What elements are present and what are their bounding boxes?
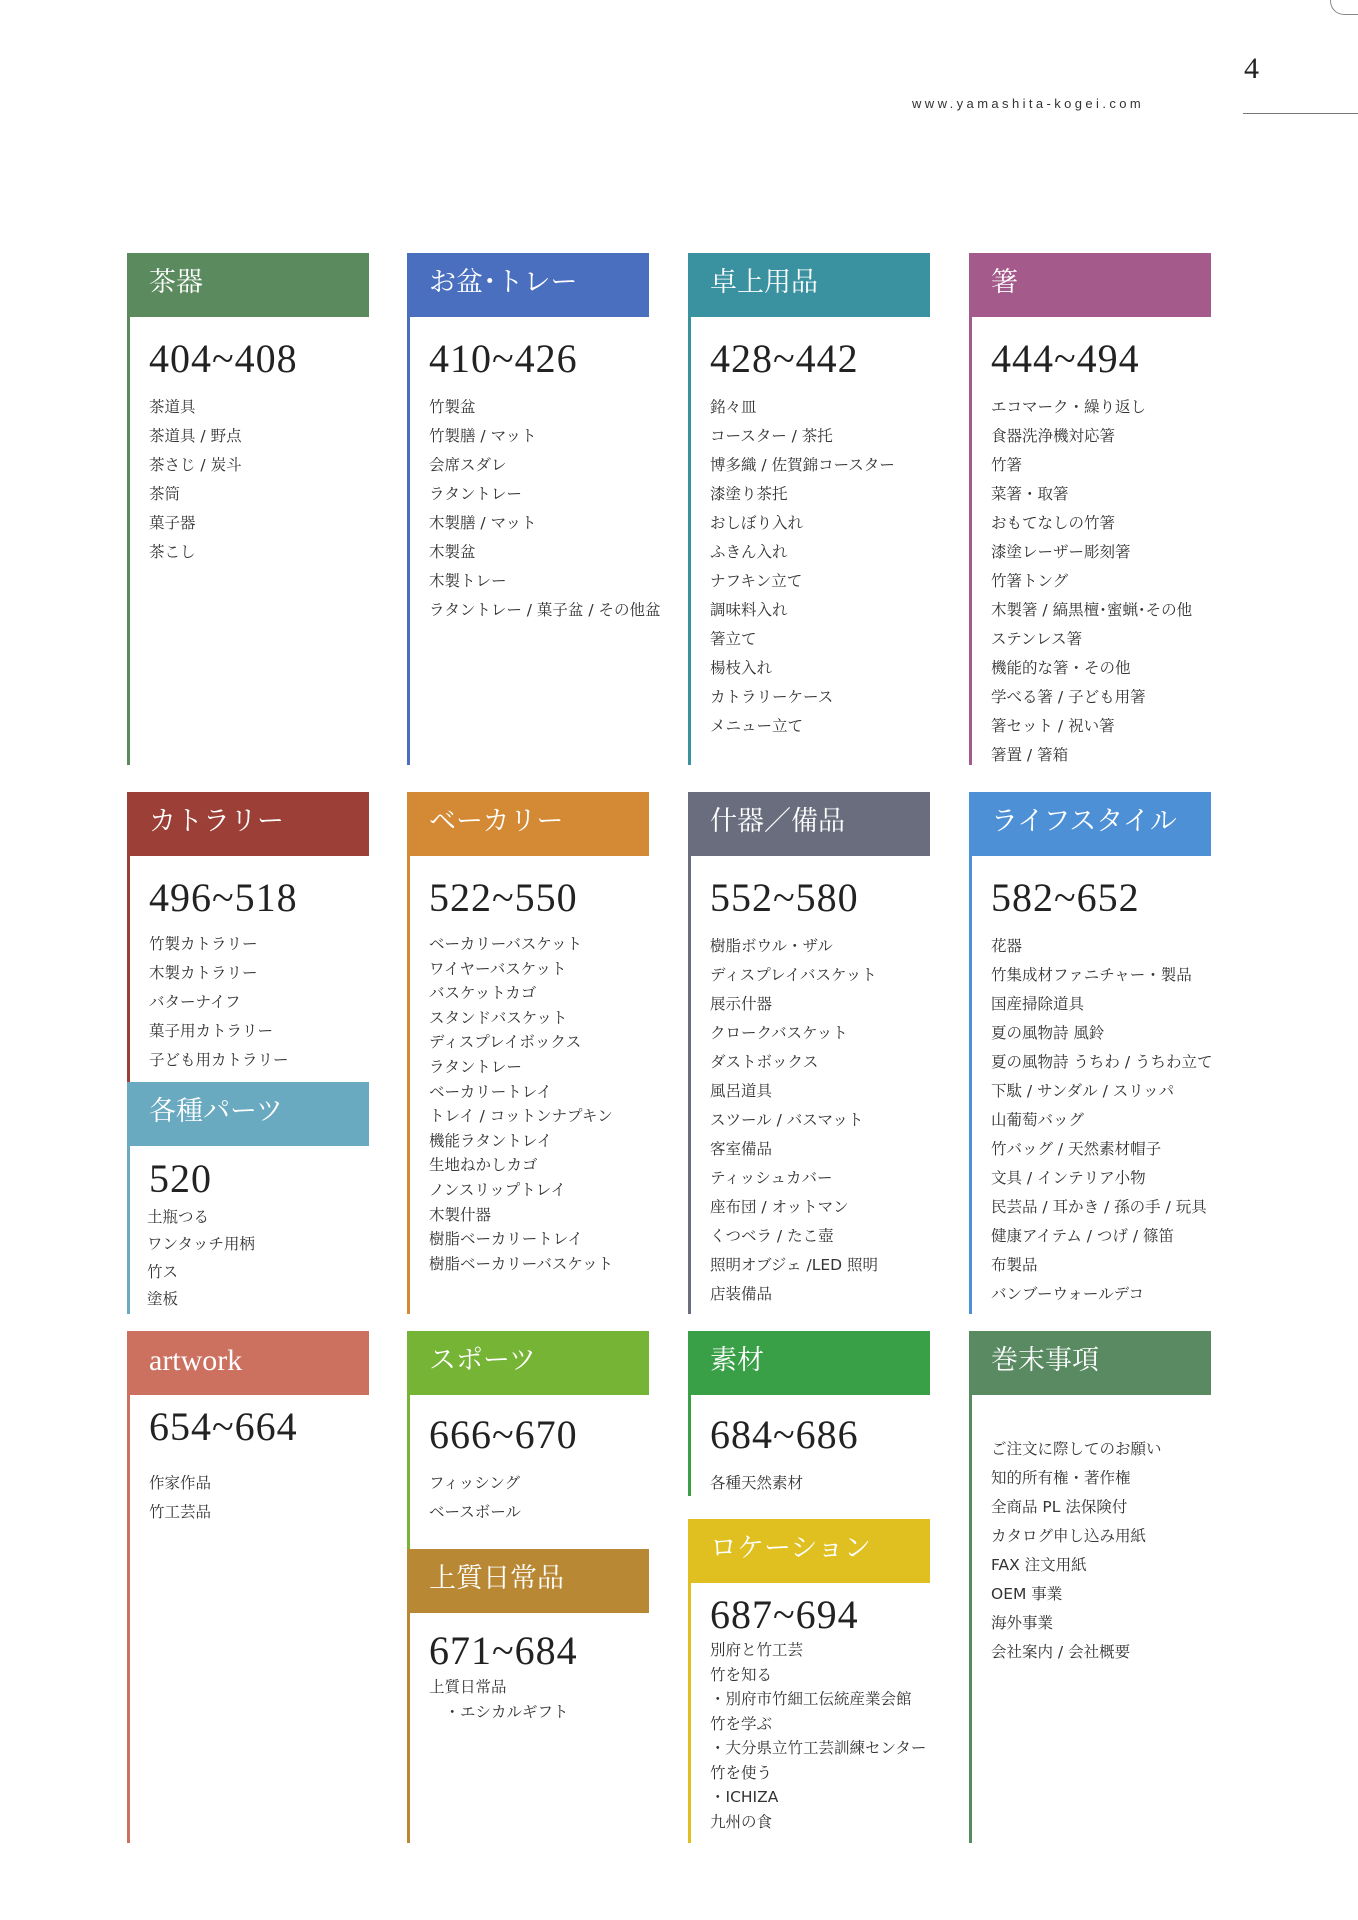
list-item: ノンスリップトレイ bbox=[429, 1180, 567, 1199]
list-item: エコマーク・繰り返し bbox=[991, 398, 1147, 416]
list-item: クロークバスケット bbox=[710, 1024, 848, 1042]
list-item: 知的所有権・著作権 bbox=[991, 1469, 1131, 1487]
list-item: 客室備品 bbox=[710, 1140, 773, 1158]
list-item: 学べる箸 / 子ども用箸 bbox=[991, 688, 1146, 706]
list-item: ナフキン立て bbox=[710, 572, 803, 590]
list-item: 箸セット / 祝い箸 bbox=[991, 717, 1115, 735]
list-item: 生地ねかしカゴ bbox=[429, 1156, 538, 1175]
list-item: 店装備品 bbox=[710, 1285, 773, 1303]
list-item: 機能的な箸・その他 bbox=[991, 659, 1131, 677]
list-item: 座布団 / オットマン bbox=[710, 1198, 849, 1216]
list-item: 食器洗浄機対応箸 bbox=[991, 427, 1116, 445]
list-item: OEM 事業 bbox=[991, 1585, 1063, 1603]
item-list bbox=[710, 1469, 803, 1498]
list-item: ダストボックス bbox=[710, 1053, 819, 1071]
list-item: FAX 注文用紙 bbox=[991, 1556, 1087, 1574]
item-list bbox=[429, 932, 613, 1276]
section-header: ロケーション bbox=[688, 1519, 930, 1583]
list-item: トレイ / コットンナプキン bbox=[429, 1107, 613, 1126]
list-item: 各種天然素材 bbox=[710, 1474, 804, 1492]
list-item: カタログ申し込み用紙 bbox=[991, 1527, 1147, 1545]
page-corner-fold bbox=[1330, 0, 1358, 15]
list-item: 九州の食 bbox=[710, 1812, 773, 1831]
page-range: 444~494 bbox=[991, 336, 1140, 381]
list-item: メニュー立て bbox=[710, 717, 804, 735]
section-line bbox=[688, 253, 691, 765]
item-list bbox=[991, 393, 1192, 770]
list-item: ラタントレー bbox=[429, 1057, 522, 1076]
page-range: 496~518 bbox=[149, 875, 298, 920]
list-item: 竹製カトラリー bbox=[149, 935, 258, 953]
list-item: 布製品 bbox=[991, 1256, 1038, 1274]
section-header: artwork bbox=[127, 1331, 369, 1395]
site-url: www.yamashita-kogei.com bbox=[912, 96, 1145, 111]
item-list bbox=[429, 1675, 569, 1724]
item-list bbox=[149, 1469, 211, 1527]
list-item: 全商品 PL 法保険付 bbox=[991, 1498, 1128, 1516]
list-item: 樹脂ボウル・ザル bbox=[710, 937, 833, 955]
list-item: 竹工芸品 bbox=[149, 1503, 212, 1521]
section-line bbox=[407, 253, 410, 765]
section-header: 茶器 bbox=[127, 253, 369, 317]
page-range: 684~686 bbox=[710, 1412, 859, 1457]
list-item: バンブーウォールデコ bbox=[991, 1285, 1144, 1303]
list-item: スタンドバスケット bbox=[429, 1008, 568, 1027]
item-list bbox=[710, 1638, 926, 1834]
list-item: 竹ス bbox=[147, 1262, 179, 1281]
list-item: 茶こし bbox=[149, 543, 196, 561]
list-item: 銘々皿 bbox=[710, 398, 757, 416]
page-range: 522~550 bbox=[429, 875, 578, 920]
list-item: 樹脂ベーカリーバスケット bbox=[429, 1254, 614, 1273]
list-item: 菓子用カトラリー bbox=[149, 1022, 274, 1040]
section-line bbox=[407, 792, 410, 1314]
page-range: 404~408 bbox=[149, 336, 298, 381]
list-item: カトラリーケース bbox=[710, 688, 834, 706]
section-line bbox=[688, 792, 691, 1314]
page-range: 582~652 bbox=[991, 875, 1140, 920]
list-item: コースター / 茶托 bbox=[710, 427, 833, 445]
list-item: ラタントレー / 菓子盆 / その他盆 bbox=[429, 601, 661, 619]
list-item: 竹製盆 bbox=[429, 398, 476, 416]
list-item: 竹バッグ / 天然素材帽子 bbox=[991, 1140, 1162, 1158]
page-number: 4 bbox=[1244, 52, 1259, 85]
list-item: スツール / バスマット bbox=[710, 1111, 864, 1129]
page-range: 428~442 bbox=[710, 336, 859, 381]
list-item: 茶道具 / 野点 bbox=[149, 427, 242, 445]
list-item: ディスプレイバスケット bbox=[710, 966, 877, 984]
list-item: 木製什器 bbox=[429, 1205, 492, 1224]
list-item: 国産掃除道具 bbox=[991, 995, 1085, 1013]
page-range: 666~670 bbox=[429, 1412, 578, 1457]
list-item: 作家作品 bbox=[149, 1474, 212, 1492]
list-item: 花器 bbox=[991, 937, 1023, 955]
item-list bbox=[429, 1469, 521, 1527]
list-item: くつベラ / たこ壺 bbox=[710, 1227, 834, 1245]
list-item: ワンタッチ用柄 bbox=[147, 1235, 255, 1254]
page-range: 671~684 bbox=[429, 1628, 578, 1673]
list-item: 健康アイテム / つげ / 篠笛 bbox=[991, 1227, 1174, 1245]
section-header: スポーツ bbox=[407, 1331, 649, 1395]
list-item: 山葡萄バッグ bbox=[991, 1111, 1085, 1129]
page-range: 687~694 bbox=[710, 1592, 859, 1637]
list-item: 子ども用カトラリー bbox=[149, 1051, 289, 1069]
list-item: 夏の風物詩 風鈴 bbox=[991, 1024, 1105, 1042]
page-range: 520 bbox=[149, 1156, 212, 1201]
section-line bbox=[127, 253, 130, 765]
page-range: 654~664 bbox=[149, 1404, 298, 1449]
list-item: ・エシカルギフト bbox=[429, 1702, 569, 1721]
list-item: ふきん入れ bbox=[710, 543, 788, 561]
section-line bbox=[969, 253, 972, 765]
page-range: 552~580 bbox=[710, 875, 859, 920]
list-item: 竹箸 bbox=[991, 456, 1023, 474]
list-item: ベースボール bbox=[429, 1503, 521, 1521]
list-item: 夏の風物詩 うちわ / うちわ立て bbox=[991, 1053, 1213, 1071]
list-item: おもてなしの竹箸 bbox=[991, 514, 1116, 532]
list-item: おしぼり入れ bbox=[710, 514, 804, 532]
list-item: 会席スダレ bbox=[429, 456, 507, 474]
item-list bbox=[149, 930, 289, 1075]
section-header: 箸 bbox=[969, 253, 1211, 317]
list-item: 機能ラタントレイ bbox=[429, 1131, 553, 1150]
list-item: 茶さじ / 炭斗 bbox=[149, 456, 242, 474]
list-item: 楊枝入れ bbox=[710, 659, 773, 677]
item-list bbox=[991, 932, 1213, 1309]
list-item: 竹集成材ファニチャー・製品 bbox=[991, 966, 1192, 984]
section-header: 什器／備品 bbox=[688, 792, 930, 856]
list-item: ステンレス箸 bbox=[991, 630, 1083, 648]
list-item: 別府と竹工芸 bbox=[710, 1641, 804, 1659]
list-item: バターナイフ bbox=[149, 993, 241, 1011]
list-item: フィッシング bbox=[429, 1474, 521, 1492]
list-item: ベーカリートレイ bbox=[429, 1082, 552, 1101]
item-list bbox=[149, 393, 242, 567]
item-list bbox=[429, 393, 661, 625]
item-list bbox=[710, 393, 895, 741]
list-item: ベーカリーバスケット bbox=[429, 935, 583, 953]
list-item: 漆塗レーザー彫刻箸 bbox=[991, 543, 1131, 561]
list-item: 茶道具 bbox=[149, 398, 196, 416]
list-item: 竹箸トング bbox=[991, 572, 1069, 590]
list-item: 竹を使う bbox=[710, 1763, 773, 1782]
list-item: 下駄 / サンダル / スリッパ bbox=[991, 1082, 1175, 1100]
section-line bbox=[969, 1331, 972, 1843]
list-item: ・別府市竹細工伝統産業会館 bbox=[710, 1690, 912, 1708]
list-item: 会社案内 / 会社概要 bbox=[991, 1643, 1131, 1661]
list-item: 竹製膳 / マット bbox=[429, 427, 537, 445]
section-header: 巻末事項 bbox=[969, 1331, 1211, 1395]
list-item: 風呂道具 bbox=[710, 1082, 773, 1100]
page-number-rule bbox=[1243, 113, 1358, 114]
list-item: ご注文に際してのお願い bbox=[991, 1440, 1162, 1458]
list-item: 竹を知る bbox=[710, 1665, 773, 1684]
list-item: 展示什器 bbox=[710, 995, 773, 1013]
item-list bbox=[710, 932, 878, 1309]
list-item: 竹を学ぶ bbox=[710, 1714, 773, 1733]
list-item: ラタントレー bbox=[429, 485, 522, 503]
list-item: 菓子器 bbox=[149, 514, 196, 532]
list-item: ディスプレイボックス bbox=[429, 1033, 582, 1052]
list-item: 菜箸・取箸 bbox=[991, 485, 1069, 503]
list-item: 博多織 / 佐賀錦コースター bbox=[710, 456, 895, 474]
section-header: ライフスタイル bbox=[969, 792, 1211, 856]
list-item: ティッシュカバー bbox=[710, 1169, 833, 1187]
list-item: 漆塗り茶托 bbox=[710, 485, 788, 503]
section-header: お盆･トレー bbox=[407, 253, 649, 317]
list-item: 塗板 bbox=[147, 1290, 179, 1309]
section-header: 素材 bbox=[688, 1331, 930, 1395]
list-item: 木製カトラリー bbox=[149, 964, 258, 982]
list-item: バスケットカゴ bbox=[429, 984, 537, 1003]
list-item: 樹脂ベーカリートレイ bbox=[429, 1230, 583, 1249]
list-item: ・ICHIZA bbox=[710, 1788, 779, 1806]
section-line bbox=[127, 1331, 130, 1843]
item-list bbox=[147, 1204, 255, 1314]
list-item: 土瓶つる bbox=[147, 1208, 210, 1226]
list-item: 木製盆 bbox=[429, 543, 476, 561]
list-item: ・大分県立竹工芸訓練センター bbox=[710, 1739, 927, 1757]
list-item: 海外事業 bbox=[991, 1614, 1054, 1632]
list-item: 文具 / インテリア小物 bbox=[991, 1169, 1146, 1187]
list-item: 茶筒 bbox=[149, 485, 181, 503]
section-line bbox=[969, 792, 972, 1314]
list-item: 箸置 / 箸箱 bbox=[991, 746, 1069, 764]
list-item: ワイヤーバスケット bbox=[429, 959, 567, 978]
section-header: 各種パーツ bbox=[127, 1082, 369, 1146]
list-item: 調味料入れ bbox=[710, 601, 788, 619]
list-item: 箸立て bbox=[710, 630, 757, 648]
section-header: カトラリー bbox=[127, 792, 369, 856]
list-item: 民芸品 / 耳かき / 孫の手 / 玩具 bbox=[991, 1198, 1207, 1216]
page-range: 410~426 bbox=[429, 336, 578, 381]
section-header: 卓上用品 bbox=[688, 253, 930, 317]
section-header: 上質日常品 bbox=[407, 1549, 649, 1613]
list-item: 照明オブジェ /LED 照明 bbox=[710, 1256, 879, 1274]
section-header: ベーカリー bbox=[407, 792, 649, 856]
list-item: 木製膳 / マット bbox=[429, 514, 537, 532]
list-item: 木製トレー bbox=[429, 572, 507, 590]
list-item: 上質日常品 bbox=[429, 1678, 507, 1696]
list-item: 木製箸 / 縞黒檀･蜜蝋･その他 bbox=[991, 601, 1193, 619]
item-list bbox=[991, 1435, 1162, 1667]
